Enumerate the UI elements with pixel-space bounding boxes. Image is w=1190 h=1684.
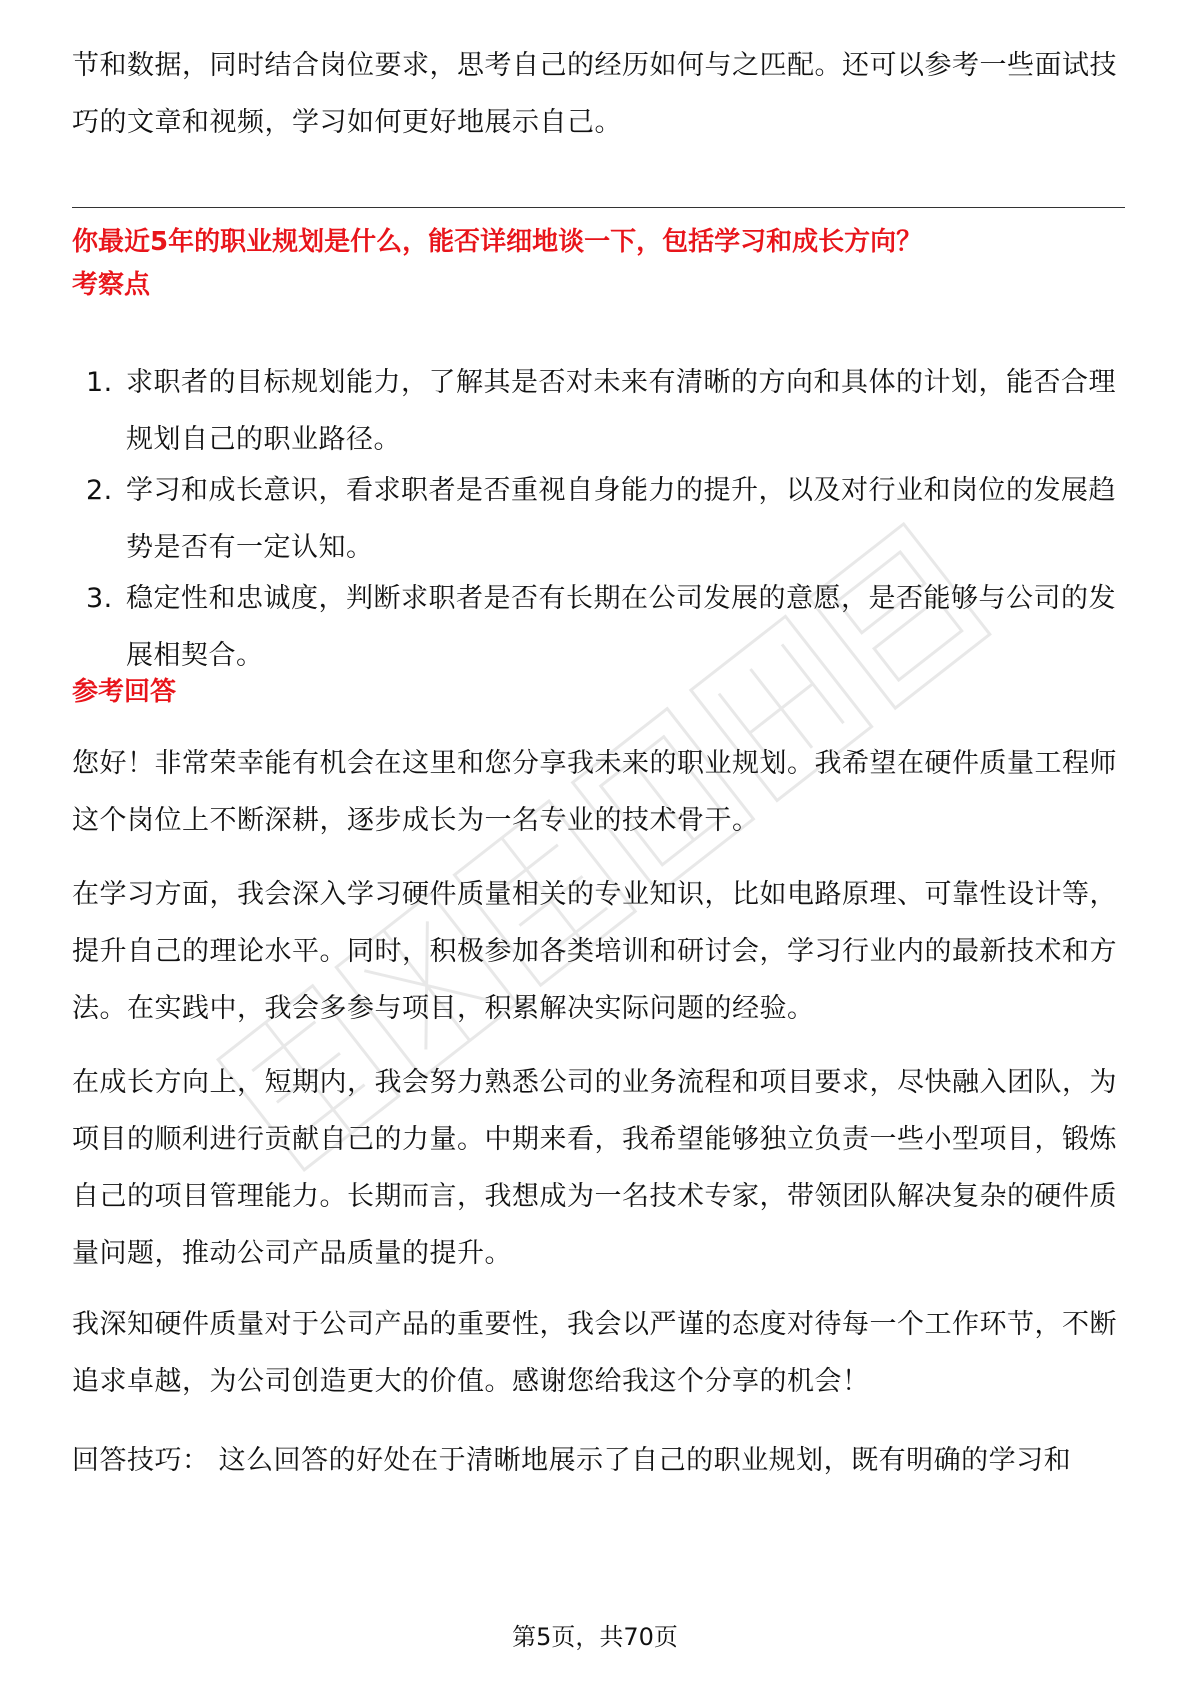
focus-title: 考察点: [72, 270, 151, 300]
focus-item-2: [72, 462, 1132, 570]
answer-tip: 回答技巧： 这么回答的好处在于清晰地展示了自己的职业规划，既有明确的学习和: [72, 1445, 1072, 1476]
section-divider: [72, 207, 1125, 208]
answer-title: 参考回答: [72, 677, 177, 707]
focus-item-text: 稳定性和忠诚度，判断求职者是否有长期在公司发展的意愿，是否能够与公司的发展相契合。: [126, 583, 1116, 671]
focus-item-text: 学习和成长意识，看求职者是否重视自身能力的提升，以及对行业和岗位的发展趋势是否有一定认知。: [126, 475, 1116, 563]
focus-item-3: [72, 570, 1132, 678]
answer-paragraph-4: 我深知硬件质量对于公司产品的重要性，我会以严谨的态度对待每一个工作环节，不断追求卓越，为公司创造更大的价值。感谢您给我这个分享的机会！: [72, 1309, 1117, 1397]
focus-item-1: [72, 354, 1132, 462]
intro-paragraph: 节和数据，同时结合岗位要求，思考自己的经历如何与之匹配。还可以参考一些面试技巧的文章和视频，学习如何更好地展示自己。: [72, 50, 1117, 138]
page-number: 第5页，共70页: [512, 1623, 678, 1651]
focus-list: [72, 354, 1132, 678]
answer-paragraph-1: 您好！非常荣幸能有机会在这里和您分享我未来的职业规划。我希望在硬件质量工程师这个岗位上不断深耕，逐步成长为一名专业的技术骨干。: [72, 748, 1117, 836]
focus-item-number: 2.: [86, 475, 113, 506]
question-heading: 你最近5年的职业规划是什么，能否详细地谈一下，包括学习和成长方向？: [72, 227, 923, 257]
focus-item-number: 1.: [86, 367, 113, 398]
focus-item-text: 求职者的目标规划能力，了解其是否对未来有清晰的方向和具体的计划，能否合理规划自己的职业路径。: [126, 367, 1116, 455]
answer-paragraph-2: 在学习方面，我会深入学习硬件质量相关的专业知识，比如电路原理、可靠性设计等，提升自己的理论水平。同时，积极参加各类培训和研讨会，学习行业内的最新技术和方法。在实践中，我会多参与项目，积累解决实际问题的经验。: [72, 879, 1117, 1024]
focus-item-number: 3.: [86, 583, 113, 614]
answer-paragraph-3: 在成长方向上，短期内，我会努力熟悉公司的业务流程和项目要求，尽快融入团队，为项目的顺利进行贡献自己的力量。中期来看，我希望能够独立负责一些小型项目，锻炼自己的项目管理能力。长期而言，我想成为一名技术专家，带领团队解决复杂的硬件质量问题，推动公司产品质量的提升。: [72, 1067, 1117, 1269]
